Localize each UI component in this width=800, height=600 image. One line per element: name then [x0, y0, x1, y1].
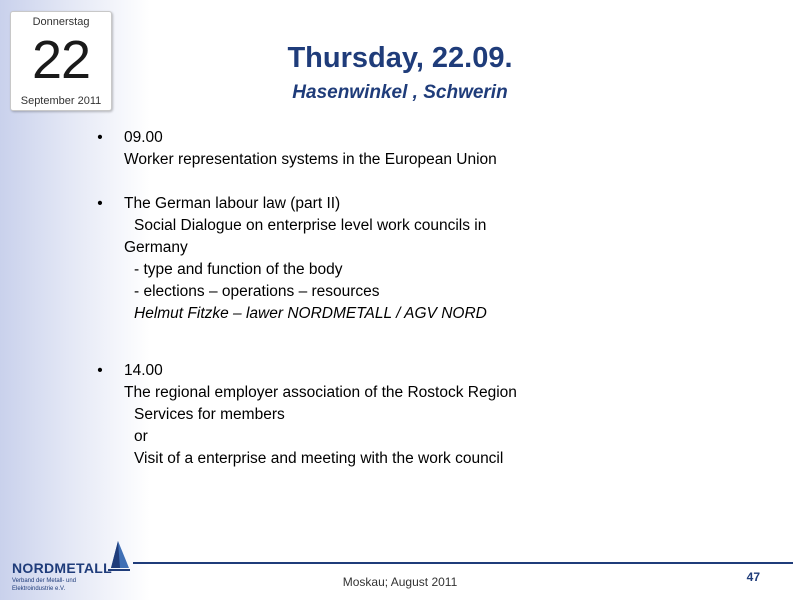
agenda-subtopic: Visit of a enterprise and meeting with the work council [134, 450, 504, 467]
slide-subtitle: Hasenwinkel , Schwerin [292, 82, 508, 103]
calendar-weekday: Donnerstag [32, 16, 90, 28]
agenda-speaker: Helmut Fitzke – lawer NORDMETALL / AGV NORD [134, 305, 487, 322]
calendar-day: 22 [31, 30, 91, 90]
agenda-subtopic-cont: Germany [124, 239, 188, 256]
calendar-month-year: September 2011 [20, 95, 102, 107]
agenda-time: 14.00 [124, 362, 163, 379]
agenda-topic: The regional employer association of the Rostock Region [124, 384, 517, 401]
calendar-icon [10, 11, 112, 111]
logo-subtitle-line1: Verband der Metall- und [12, 578, 77, 584]
footer-divider [133, 562, 793, 564]
slide-title: Thursday, 22.09. [287, 42, 513, 74]
footer-text: Moskau; August 2011 [342, 575, 458, 589]
agenda-subtopic: Social Dialogue on enterprise level work councils in [134, 217, 487, 234]
agenda-subpoint: - elections – operations – resources [134, 283, 380, 300]
spacer [90, 171, 690, 193]
bullet-icon: • [97, 362, 103, 379]
page-number: 47 [746, 570, 760, 584]
agenda-item-morning [90, 127, 690, 171]
agenda-list [90, 127, 690, 470]
spacer [90, 325, 690, 360]
agenda-time: 09.00 [124, 129, 163, 146]
agenda-subtopic: Services for members [134, 406, 285, 423]
agenda-subpoint: - type and function of the body [134, 261, 343, 278]
agenda-subtopic: or [134, 428, 148, 445]
bullet-icon: • [97, 129, 103, 146]
agenda-topic: Worker representation systems in the European Union [124, 151, 497, 168]
agenda-topic: The German labour law (part II) [124, 195, 341, 212]
logo-subtitle-line2: Elektroindustrie e.V. [12, 586, 66, 592]
agenda-item-afternoon [90, 360, 690, 470]
bullet-icon: • [97, 195, 103, 212]
agenda-item-labour-law [90, 193, 690, 325]
logo-wordmark: NORDMETALL [12, 560, 112, 576]
